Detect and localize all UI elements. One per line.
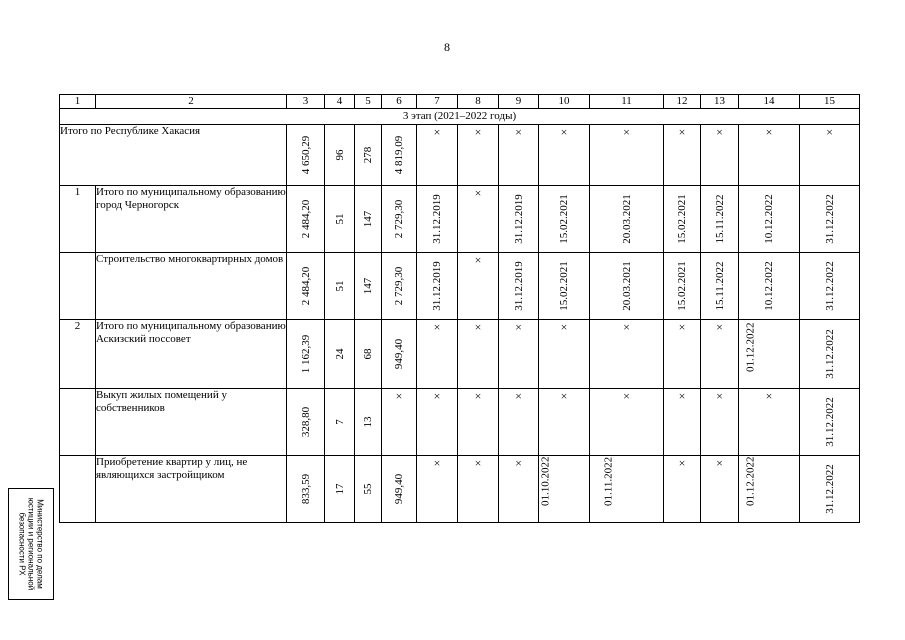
cell: × bbox=[458, 320, 499, 389]
cell: 15.11.2022 bbox=[701, 253, 739, 320]
cell: 15.02.2021 bbox=[664, 253, 701, 320]
col-num-10: 10 bbox=[539, 95, 590, 109]
stamp-line: Министерство по делам bbox=[35, 499, 45, 589]
data-table bbox=[59, 94, 860, 523]
col-num-4: 4 bbox=[325, 95, 355, 109]
cell: × bbox=[417, 125, 458, 186]
cell: 55 bbox=[355, 456, 382, 523]
cell: × bbox=[499, 389, 539, 456]
cell: 328,80 bbox=[287, 389, 325, 456]
col-num-12: 12 bbox=[664, 95, 701, 109]
table-row bbox=[60, 253, 860, 320]
cell: 15.02.2021 bbox=[539, 186, 590, 253]
row-number: 2 bbox=[60, 320, 96, 389]
cell: × bbox=[590, 320, 664, 389]
cell: 24 bbox=[325, 320, 355, 389]
cell: × bbox=[458, 389, 499, 456]
row-name: Итого по Республике Хакасия bbox=[60, 125, 287, 186]
cell: × bbox=[417, 389, 458, 456]
col-num-8: 8 bbox=[458, 95, 499, 109]
cell: 68 bbox=[355, 320, 382, 389]
row-number bbox=[60, 389, 96, 456]
col-num-6: 6 bbox=[382, 95, 417, 109]
col-num-13: 13 bbox=[701, 95, 739, 109]
cell: × bbox=[664, 125, 701, 186]
cell: × bbox=[458, 186, 499, 253]
cell: × bbox=[539, 320, 590, 389]
cell: × bbox=[417, 456, 458, 523]
cell: 949,40 bbox=[382, 320, 417, 389]
cell: 15.02.2021 bbox=[539, 253, 590, 320]
cell: × bbox=[664, 456, 701, 523]
col-num-9: 9 bbox=[499, 95, 539, 109]
col-num-15: 15 bbox=[800, 95, 860, 109]
cell: 7 bbox=[325, 389, 355, 456]
cell: 01.12.2022 bbox=[739, 320, 800, 389]
cell: 20.03.2021 bbox=[590, 186, 664, 253]
page-number: 8 bbox=[444, 40, 450, 54]
column-number-row bbox=[60, 95, 860, 109]
cell: × bbox=[458, 456, 499, 523]
table-row bbox=[60, 186, 860, 253]
cell: × bbox=[458, 125, 499, 186]
cell: 949,40 bbox=[382, 456, 417, 523]
registration-stamp bbox=[8, 488, 54, 600]
cell: × bbox=[499, 125, 539, 186]
cell: 2 729,30 bbox=[382, 253, 417, 320]
cell: × bbox=[800, 125, 860, 186]
cell: 31.12.2022 bbox=[800, 389, 860, 456]
stage-row bbox=[60, 109, 860, 125]
cell: 01.12.2022 bbox=[739, 456, 800, 523]
cell: 278 bbox=[355, 125, 382, 186]
cell: 2 729,30 bbox=[382, 186, 417, 253]
col-num-1: 1 bbox=[60, 95, 96, 109]
table-row bbox=[60, 320, 860, 389]
cell: 31.12.2019 bbox=[417, 253, 458, 320]
cell: 01.10.2022 bbox=[539, 456, 590, 523]
col-num-7: 7 bbox=[417, 95, 458, 109]
cell: 10.12.2022 bbox=[739, 186, 800, 253]
cell: × bbox=[499, 320, 539, 389]
cell: 147 bbox=[355, 186, 382, 253]
cell: × bbox=[539, 389, 590, 456]
row-number: 1 bbox=[60, 186, 96, 253]
cell: × bbox=[739, 389, 800, 456]
cell: 2 484,20 bbox=[287, 186, 325, 253]
cell: 31.12.2019 bbox=[417, 186, 458, 253]
cell: 31.12.2022 bbox=[800, 320, 860, 389]
cell: 51 bbox=[325, 186, 355, 253]
cell: 31.12.2019 bbox=[499, 186, 539, 253]
stamp-text bbox=[18, 490, 45, 598]
col-num-14: 14 bbox=[739, 95, 800, 109]
cell: 31.12.2022 bbox=[800, 456, 860, 523]
cell: × bbox=[701, 389, 739, 456]
cell: × bbox=[499, 456, 539, 523]
stamp-line: юстиции и региональной bbox=[26, 497, 36, 591]
stage-title: 3 этап (2021–2022 годы) bbox=[60, 109, 860, 125]
cell: × bbox=[590, 125, 664, 186]
cell: × bbox=[739, 125, 800, 186]
cell: × bbox=[701, 456, 739, 523]
cell: 4 819,09 bbox=[382, 125, 417, 186]
cell: × bbox=[539, 125, 590, 186]
table-row bbox=[60, 456, 860, 523]
row-name: Строительство многоквартирных домов bbox=[96, 253, 287, 320]
row-number bbox=[60, 253, 96, 320]
row-name: Итого по муниципальному образованию Аскизский поссовет bbox=[96, 320, 287, 389]
cell: 1 162,39 bbox=[287, 320, 325, 389]
cell: × bbox=[701, 125, 739, 186]
col-num-11: 11 bbox=[590, 95, 664, 109]
cell: 31.12.2022 bbox=[800, 186, 860, 253]
cell: 96 bbox=[325, 125, 355, 186]
col-num-5: 5 bbox=[355, 95, 382, 109]
cell: × bbox=[664, 320, 701, 389]
stamp-line: безопасности РХ bbox=[17, 512, 27, 576]
cell: 833,59 bbox=[287, 456, 325, 523]
cell: 2 484,20 bbox=[287, 253, 325, 320]
cell: × bbox=[701, 320, 739, 389]
col-num-2: 2 bbox=[96, 95, 287, 109]
cell: × bbox=[382, 389, 417, 456]
cell: 31.12.2022 bbox=[800, 253, 860, 320]
cell: 31.12.2019 bbox=[499, 253, 539, 320]
cell: 15.02.2021 bbox=[664, 186, 701, 253]
cell: 17 bbox=[325, 456, 355, 523]
cell: × bbox=[458, 253, 499, 320]
row-name: Приобретение квартир у лиц, не являющихся застройщиком bbox=[96, 456, 287, 523]
col-num-3: 3 bbox=[287, 95, 325, 109]
cell: 01.11.2022 bbox=[590, 456, 664, 523]
table-row bbox=[60, 125, 860, 186]
cell: 13 bbox=[355, 389, 382, 456]
cell: × bbox=[590, 389, 664, 456]
row-name: Итого по муниципальному образованию город Черногорск bbox=[96, 186, 287, 253]
cell: 51 bbox=[325, 253, 355, 320]
cell: × bbox=[664, 389, 701, 456]
cell: × bbox=[417, 320, 458, 389]
cell: 15.11.2022 bbox=[701, 186, 739, 253]
cell: 20.03.2021 bbox=[590, 253, 664, 320]
row-name: Выкуп жилых помещений у собственников bbox=[96, 389, 287, 456]
table-row bbox=[60, 389, 860, 456]
row-number bbox=[60, 456, 96, 523]
cell: 10.12.2022 bbox=[739, 253, 800, 320]
cell: 147 bbox=[355, 253, 382, 320]
cell: 4 650,29 bbox=[287, 125, 325, 186]
